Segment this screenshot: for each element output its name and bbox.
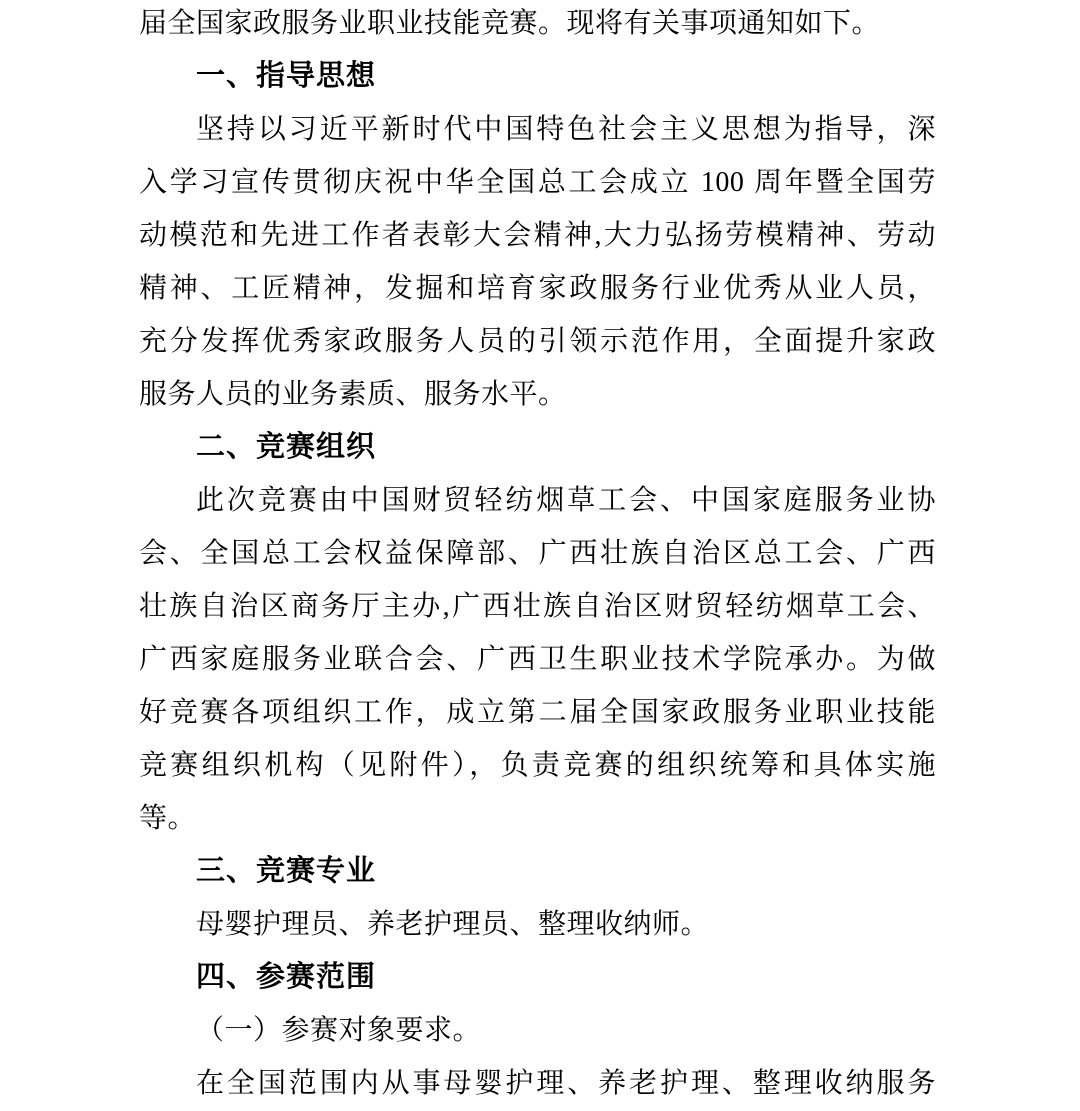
paragraph-line: 等。: [139, 803, 197, 834]
paragraph-line: 届全国家政服务业职业技能竞赛。现将有关事项通知如下。: [139, 8, 881, 39]
paragraph-line: 会、全国总工会权益保障部、广西壮族自治区总工会、广西: [139, 538, 936, 569]
paragraph-line: 入学习宣传贯彻庆祝中华全国总工会成立 100 周年暨全国劳: [139, 167, 936, 198]
paragraph-line: 精神、工匠精神，发掘和培育家政服务行业优秀从业人员，: [139, 273, 936, 304]
paragraph-line: 充分发挥优秀家政服务人员的引领示范作用，全面提升家政: [139, 326, 936, 357]
document-body: [139, 0, 936, 1110]
paragraph-line: 动模范和先进工作者表彰大会精神,大力弘扬劳模精神、劳动: [139, 220, 936, 251]
paragraph-line: 坚持以习近平新时代中国特色社会主义思想为指导，深: [196, 114, 936, 145]
section-heading-4: 四、参赛范围: [196, 961, 377, 993]
paragraph-line: 壮族自治区商务厅主办,广西壮族自治区财贸轻纺烟草工会、: [139, 591, 936, 622]
paragraph-line: 此次竞赛由中国财贸轻纺烟草工会、中国家庭服务业协: [196, 485, 936, 516]
paragraph-line: 母婴护理员、养老护理员、整理收纳师。: [196, 909, 710, 940]
section-heading-2: 二、竞赛组织: [196, 431, 377, 463]
paragraph-line: 服务人员的业务素质、服务水平。: [139, 379, 567, 410]
paragraph-line: 在全国范围内从事母婴护理、养老护理、整理收纳服务: [196, 1068, 936, 1099]
paragraph-line: 好竞赛各项组织工作，成立第二届全国家政服务业职业技能: [139, 697, 936, 728]
section-heading-1: 一、指导思想: [196, 60, 377, 92]
paragraph-line: 竞赛组织机构（见附件），负责竞赛的组织统筹和具体实施: [139, 750, 936, 781]
paragraph-line: 广西家庭服务业联合会、广西卫生职业技术学院承办。为做: [139, 644, 936, 675]
section-heading-3: 三、竞赛专业: [196, 855, 377, 887]
sub-heading: （一）参赛对象要求。: [196, 1015, 482, 1046]
